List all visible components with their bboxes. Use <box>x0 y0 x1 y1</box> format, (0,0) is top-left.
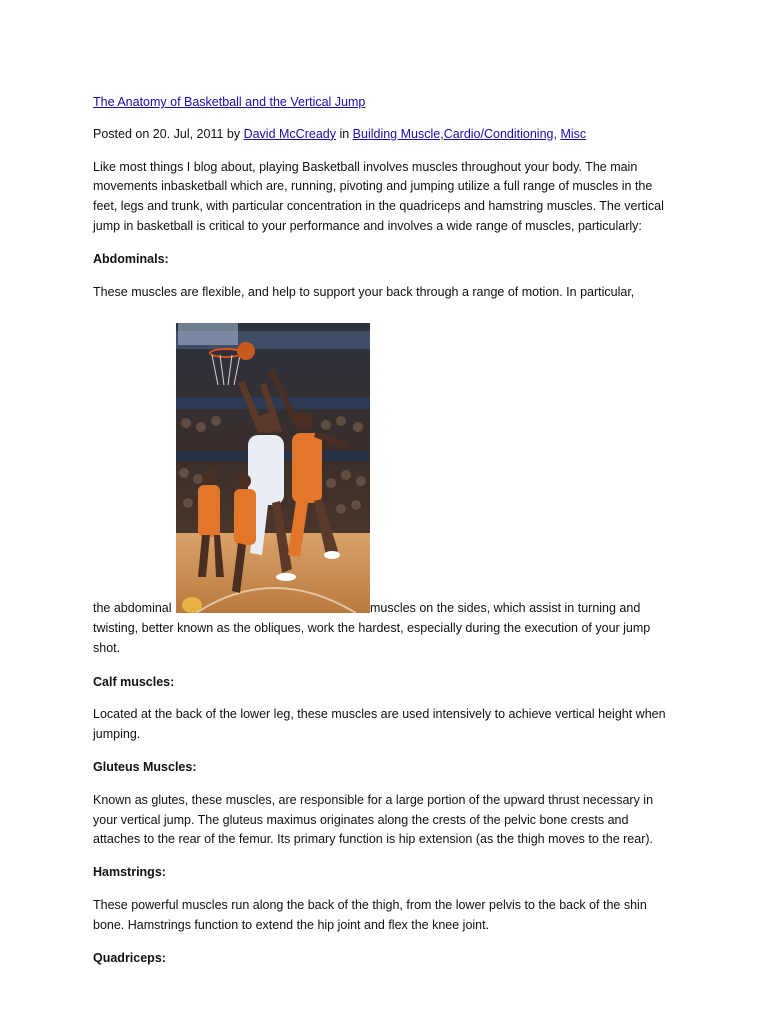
category-link-misc[interactable]: Misc <box>560 126 587 141</box>
post-title-row <box>93 93 678 113</box>
post-meta <box>93 125 678 145</box>
author-link[interactable]: David McCready <box>243 126 336 141</box>
abdominals-text-2: twisting, better known as the obliques, work the hardest, especially during the execution of your jump shot. <box>93 621 651 655</box>
section-heading-quadriceps: Quadriceps: <box>93 950 166 965</box>
calf-text: Located at the back of the lower leg, these muscles are used intensively to achieve vertical height when jumping. <box>93 707 666 742</box>
abdominals-text-right: muscles on the sides, which assist in turning and <box>370 601 641 615</box>
post-body <box>93 93 678 315</box>
meta-in: in <box>335 126 353 141</box>
abdominals-continued-block <box>93 619 678 981</box>
category-link-cardio[interactable]: Cardio/Conditioning <box>443 126 554 141</box>
category-link-building-muscle[interactable]: Building Muscle <box>352 126 441 141</box>
section-heading-gluteus: Gluteus Muscles: <box>93 759 197 774</box>
gluteus-text: Known as glutes, these muscles, are responsible for a large portion of the upward thrust necessary in your vertical jump. The gluteus maximus originates along the crests of the pelvic bone crests and attaches to the rear of the femur. Its primary function is hip extension (as the thigh moves to the rear). <box>93 792 654 847</box>
post-title-link[interactable]: The Anatomy of Basketball and the Vertical Jump <box>93 95 366 109</box>
abdominals-text-left: the abdominal <box>93 601 172 615</box>
section-heading-abdominals: Abdominals: <box>93 251 169 266</box>
meta-prefix: Posted on 20. Jul, 2011 by <box>93 126 244 141</box>
hamstrings-text: These powerful muscles run along the back of the thigh, from the lower pelvis to the back of the shin bone. Hamstrings function to extend the hip joint and flex the knee joint. <box>93 897 647 932</box>
intro-paragraph: Like most things I blog about, playing Basketball involves muscles throughout your body. The main movements inbasketball which are, running, pivoting and jumping utilize a full range of muscles in the feet, legs and trunk, with particular concentration in the quadriceps and hamstring muscles. The vertical jump in basketball is critical to your performance and involves a wide range of muscles, particularly: <box>93 159 664 233</box>
basketball-photo <box>176 323 370 613</box>
meta-comma: , <box>553 126 561 141</box>
abdominals-text-1: These muscles are flexible, and help to support your back through a range of motion. In particular, <box>93 284 635 299</box>
section-heading-calf: Calf muscles: <box>93 674 175 689</box>
meta-comma: , <box>440 126 444 141</box>
section-heading-hamstrings: Hamstrings: <box>93 865 166 880</box>
